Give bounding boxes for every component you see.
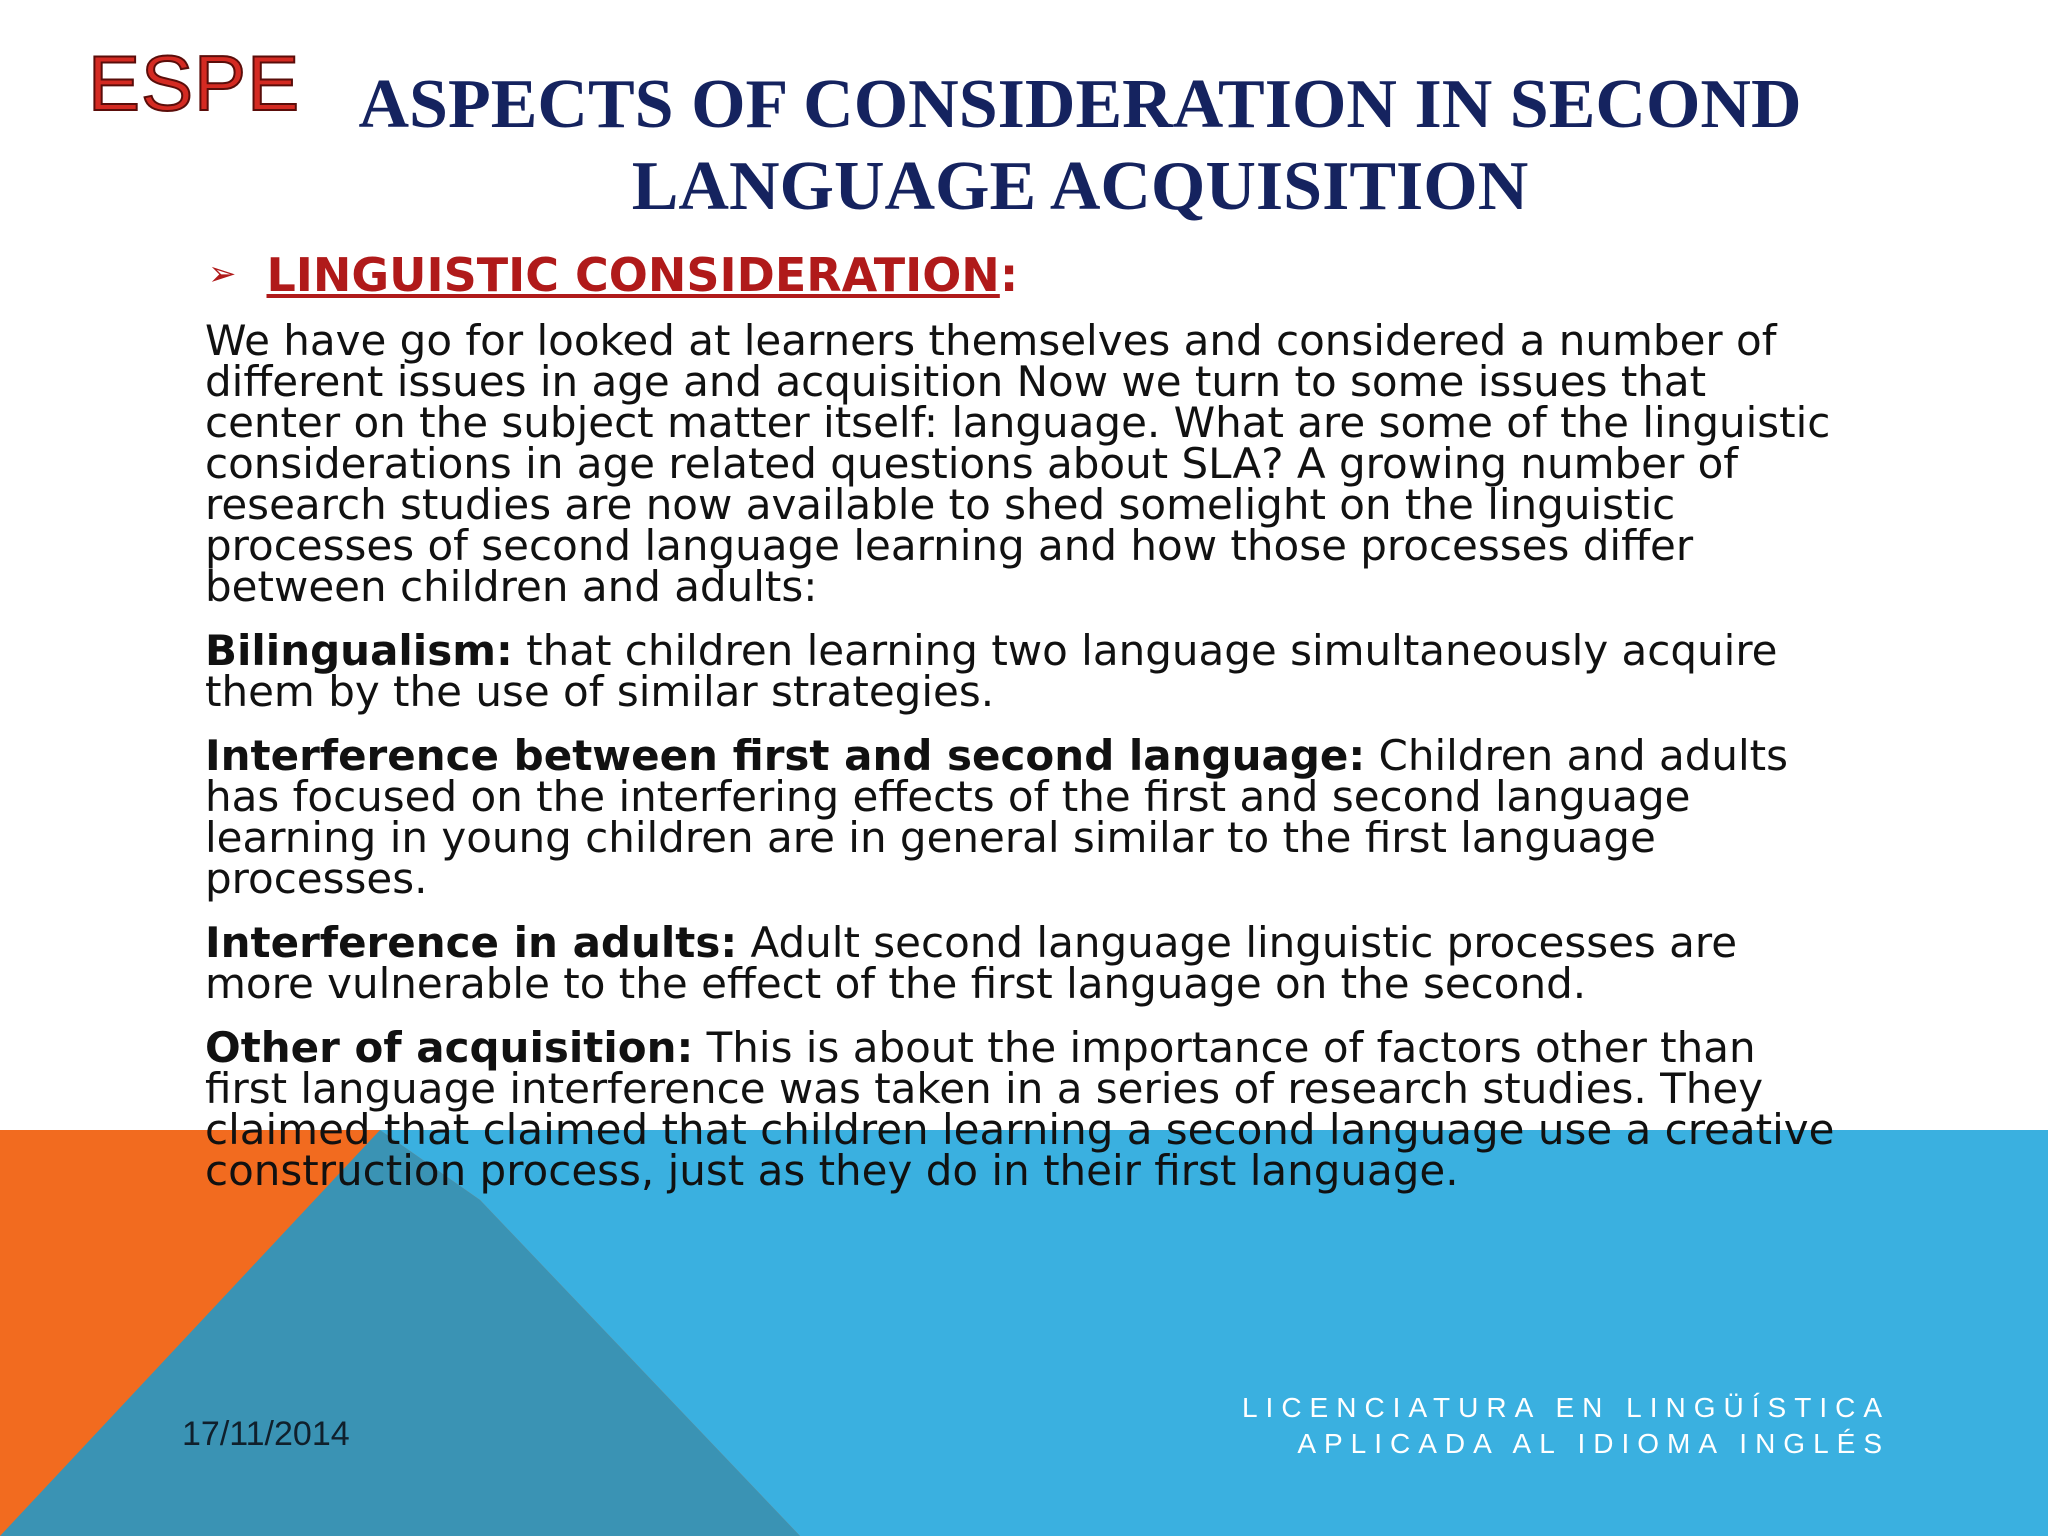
interference-paragraph (205, 731, 1845, 903)
other-paragraph (205, 1023, 1845, 1195)
section-heading (208, 248, 1018, 302)
interference-term: Interference between first and second language: (205, 731, 1366, 780)
espe-logo: ESPE (88, 39, 301, 127)
bilingualism-term: Bilingualism: (205, 626, 513, 675)
footer-line-1: LICENCIATURA EN LINGÜÍSTICA (1241, 1392, 1890, 1423)
arrow-bullet-icon: ➢ (208, 254, 237, 294)
footer-line-2: APLICADA AL IDIOMA INGLÉS (1297, 1428, 1890, 1459)
section-heading-colon: : (999, 248, 1019, 302)
section-heading-label: LINGUISTIC CONSIDERATION (266, 248, 1000, 302)
adults-term: Interference in adults: (205, 918, 738, 967)
adults-paragraph (205, 918, 1845, 1008)
other-text: This is about the importance of factors other than first language interference was taken in a series of research studies. They claimed that claimed that children learning a second language use a creative construction process, just as they do in their first language. (205, 1023, 1835, 1195)
other-term: Other of acquisition: (205, 1023, 694, 1072)
slide-title: ASPECTS OF CONSIDERATION IN SECOND LANGUAGE ACQUISITION (358, 66, 1802, 225)
footer-program (1242, 1390, 1890, 1462)
adults-text: Adult second language linguistic processes are more vulnerable to the effect of the first language on the second. (205, 918, 1738, 1008)
slide-date: 17/11/2014 (182, 1415, 350, 1453)
bilingualism-paragraph (205, 626, 1845, 716)
bilingualism-text: that children learning two language simultaneously acquire them by the use of similar strategies. (205, 626, 1778, 716)
intro-paragraph: We have go for looked at learners themselves and considered a number of different issues in age and acquisition Now we turn to some issues that center on the subject matter itself: language. What are some of the linguistic considerations in age related questions about SLA? A growing number of research studies are now available to shed somelight on the linguistic processes of second language learning and how those processes differ between children and adults: (205, 316, 1831, 611)
interference-text: Children and adults has focused on the interfering effects of the first and second language learning in young children are in general similar to the first language processes. (205, 731, 1789, 903)
slide-body (205, 316, 1845, 1214)
